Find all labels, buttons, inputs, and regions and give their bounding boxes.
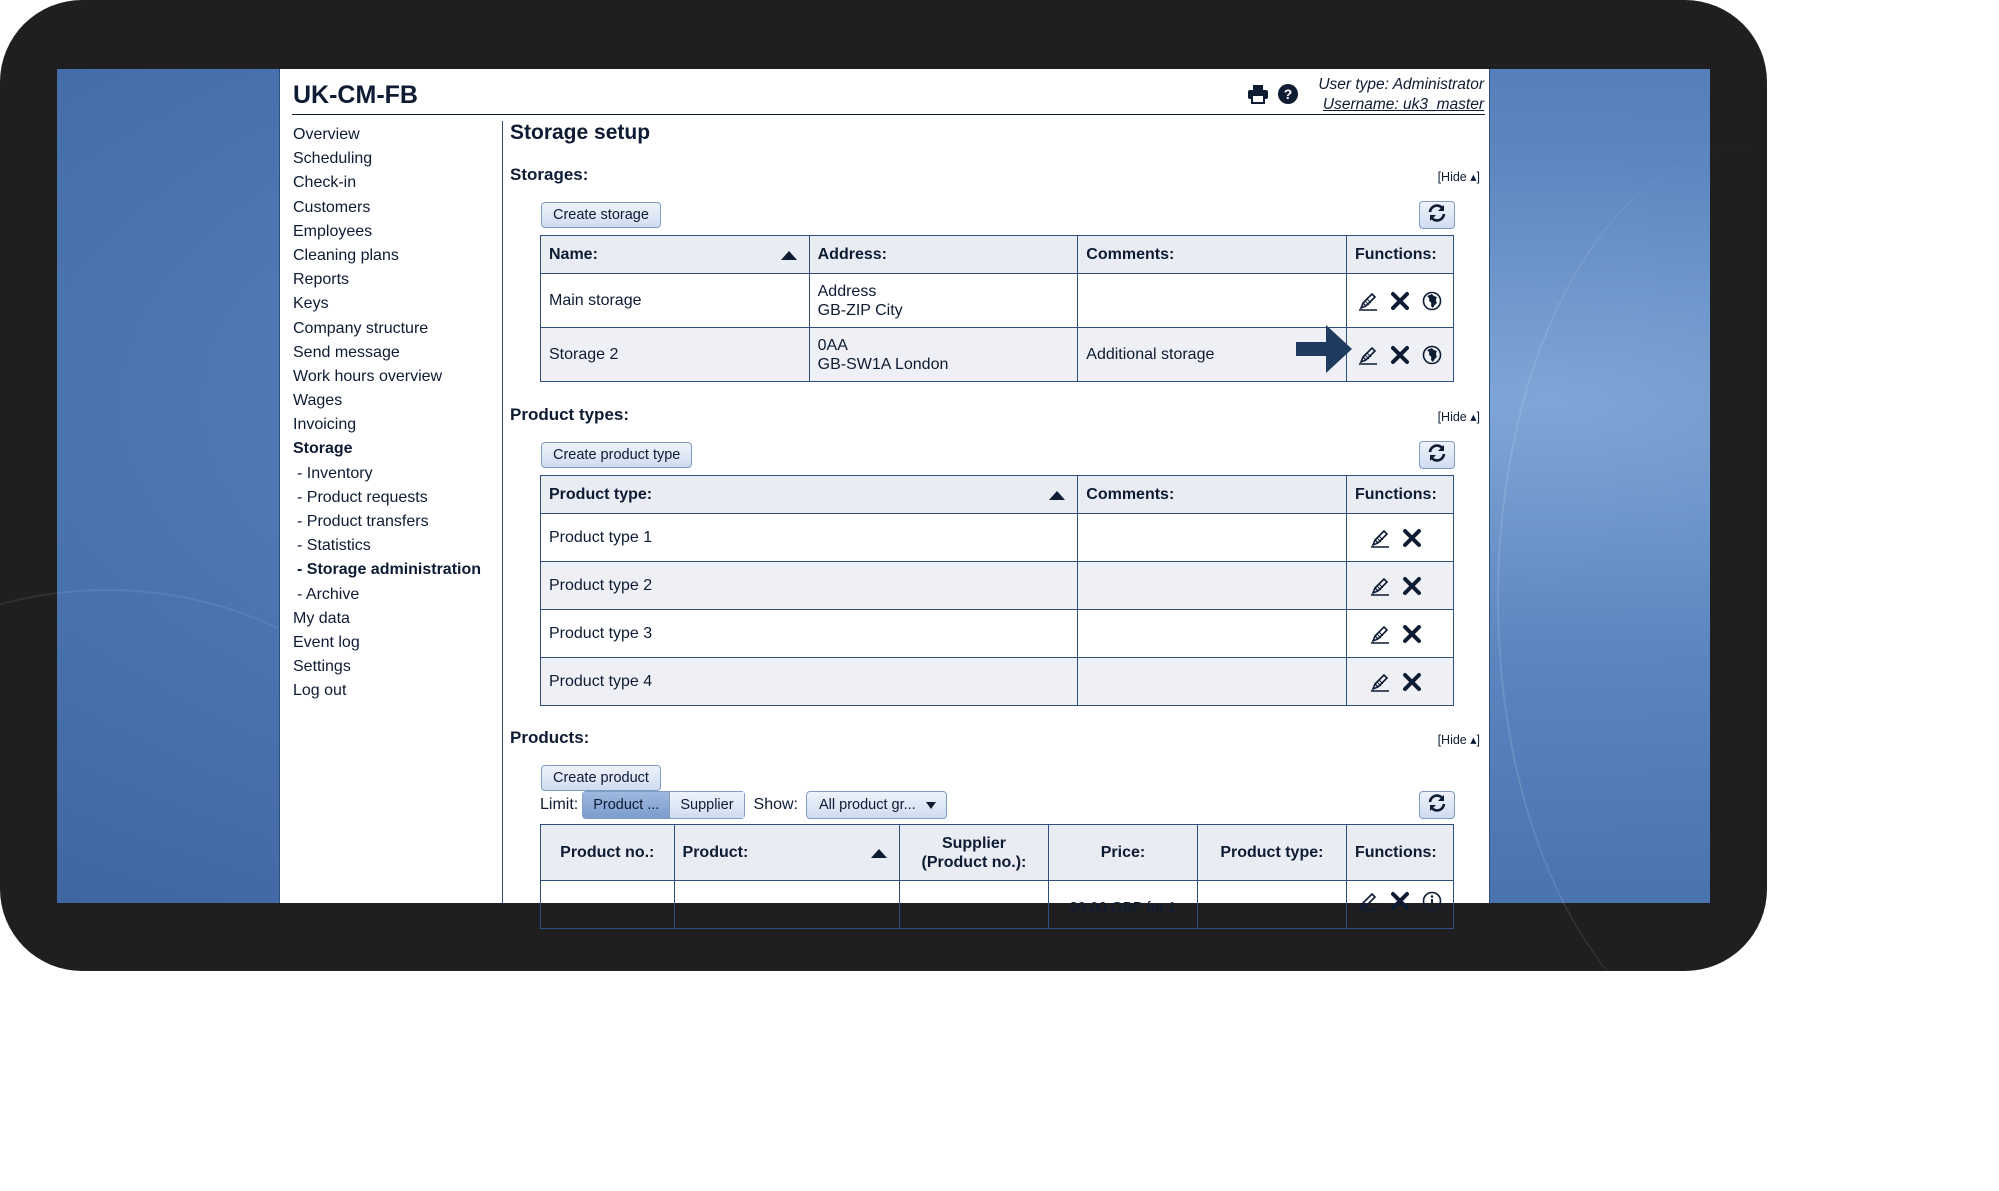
column-header-price: Price: <box>1049 825 1198 881</box>
edit-icon[interactable] <box>1367 622 1393 646</box>
storage-functions <box>1346 328 1453 382</box>
column-header-address: Address: <box>809 236 1078 274</box>
user-info <box>1318 75 1484 115</box>
sidebar-item-work-hours-overview[interactable]: Work hours overview <box>293 367 443 385</box>
sidebar-nav <box>293 123 493 704</box>
edit-icon[interactable] <box>1355 889 1381 913</box>
storages-title: Storages: <box>510 165 589 184</box>
products-title: Products: <box>510 728 590 747</box>
product-type-functions <box>1347 514 1454 562</box>
product-type-name: Product type 3 <box>541 610 1078 658</box>
column-header-product-no: Product no.: <box>541 825 675 881</box>
delete-icon[interactable] <box>1387 343 1413 367</box>
column-header-supplier: Supplier (Product no.): <box>899 825 1048 881</box>
edit-icon[interactable] <box>1355 343 1381 367</box>
sidebar-item-wages[interactable]: Wages <box>293 392 343 410</box>
sidebar-item-cleaning-plans[interactable]: Cleaning plans <box>293 246 399 264</box>
sidebar-item-inventory[interactable]: - Inventory <box>297 464 373 482</box>
edit-icon[interactable] <box>1367 574 1393 598</box>
create-product-button[interactable]: Create product <box>541 765 661 791</box>
product-types-title: Product types: <box>510 405 630 424</box>
column-header-functions: Functions: <box>1346 236 1453 274</box>
storage-name: Main storage <box>541 274 810 328</box>
storage-comments <box>1078 274 1347 328</box>
product-types-table <box>540 475 1454 706</box>
chevron-down-icon <box>926 802 936 809</box>
column-header-comments: Comments: <box>1078 476 1347 514</box>
sidebar-item-product-transfers[interactable]: - Product transfers <box>297 513 429 530</box>
limit-toggle <box>582 791 744 819</box>
product-type <box>1197 881 1346 929</box>
product-type-functions <box>1347 562 1454 610</box>
product-type-comments <box>1078 562 1347 610</box>
sidebar-item-settings[interactable]: Settings <box>293 658 351 676</box>
sidebar-item-product-requests[interactable]: - Product requests <box>297 488 428 506</box>
column-header-product[interactable]: Product: <box>674 825 899 881</box>
refresh-icon <box>1427 204 1447 227</box>
table-row <box>541 514 1454 562</box>
header-divider <box>292 114 1485 115</box>
sidebar-item-scheduling[interactable]: Scheduling <box>293 150 373 168</box>
storage-name: Storage 2 <box>541 328 810 382</box>
product-type-comments <box>1078 658 1347 706</box>
product-type-functions <box>1347 610 1454 658</box>
sidebar-item-employees[interactable]: Employees <box>293 222 373 240</box>
products-filter-row <box>540 792 947 818</box>
create-storage-button[interactable]: Create storage <box>541 202 661 228</box>
storage-functions <box>1346 274 1453 328</box>
edit-icon[interactable] <box>1367 670 1393 694</box>
table-row <box>541 881 1454 929</box>
storage-address: Address GB-ZIP City <box>809 274 1078 328</box>
sidebar-item-statistics[interactable]: - Statistics <box>297 537 371 555</box>
sidebar-item-event-log[interactable]: Event log <box>293 633 360 651</box>
desktop-background <box>57 69 1710 916</box>
app-title: UK-CM-FB <box>293 81 418 109</box>
table-row <box>541 610 1454 658</box>
delete-icon[interactable] <box>1399 526 1425 550</box>
column-header-functions: Functions: <box>1346 825 1453 881</box>
column-header-product-type: Product type: <box>1197 825 1346 881</box>
product-type-comments <box>1078 610 1347 658</box>
content-divider <box>502 121 503 903</box>
products-table <box>540 824 1454 929</box>
edit-icon[interactable] <box>1367 526 1393 550</box>
column-header-name[interactable]: Name: <box>541 236 810 274</box>
product-group-select[interactable]: All product gr... <box>806 791 947 819</box>
storages-refresh-button[interactable] <box>1419 201 1455 229</box>
product-type-name: Product type 2 <box>541 562 1078 610</box>
product-functions <box>1346 881 1453 929</box>
column-header-functions: Functions: <box>1347 476 1454 514</box>
sidebar-item-storage[interactable]: Storage <box>293 440 353 458</box>
column-header-comments: Comments: <box>1078 236 1347 274</box>
delete-icon[interactable] <box>1387 289 1413 313</box>
info-icon[interactable] <box>1419 889 1445 913</box>
refresh-icon <box>1427 794 1447 817</box>
products-refresh-button[interactable] <box>1419 791 1455 819</box>
sidebar-item-invoicing[interactable]: Invoicing <box>293 416 357 434</box>
globe-icon[interactable] <box>1419 289 1445 313</box>
delete-icon[interactable] <box>1399 622 1425 646</box>
storages-hide-link[interactable]: [Hide ▴] <box>1437 170 1480 184</box>
edit-icon[interactable] <box>1355 289 1381 313</box>
sidebar-item-send-message[interactable]: Send message <box>293 343 400 361</box>
background-swoosh <box>1497 149 1999 1049</box>
sidebar-item-my-data[interactable]: My data <box>293 609 350 627</box>
product-type-name: Product type 4 <box>541 658 1078 706</box>
product-price: 20.00 GBP for 1 <box>1049 881 1198 929</box>
sidebar-item-log-out[interactable]: Log out <box>293 682 347 700</box>
product-types-refresh-button[interactable] <box>1419 441 1455 469</box>
username[interactable]: Username: uk3_master <box>1322 96 1484 113</box>
show-label: Show: <box>753 796 798 813</box>
product-types-hide-link[interactable]: [Hide ▴] <box>1437 410 1480 424</box>
create-product-type-button[interactable]: Create product type <box>541 442 692 468</box>
sidebar-item-check-in[interactable]: Check-in <box>293 174 357 192</box>
storage-comments: Additional storage <box>1078 328 1347 382</box>
sidebar-item-keys[interactable]: Keys <box>293 295 329 313</box>
table-row <box>541 562 1454 610</box>
help-icon[interactable] <box>1277 83 1299 105</box>
product-type-name: Product type 1 <box>541 514 1078 562</box>
limit-option-product[interactable]: Product ... <box>583 792 669 818</box>
delete-icon[interactable] <box>1387 889 1413 913</box>
pointer-arrow-icon <box>1296 325 1354 373</box>
refresh-icon <box>1427 444 1447 467</box>
sidebar-item-storage-administration[interactable]: - Storage administration <box>297 561 482 579</box>
page-title: Storage setup <box>510 121 651 144</box>
limit-label: Limit: <box>540 796 579 813</box>
sidebar-item-company-structure[interactable]: Company structure <box>293 319 429 337</box>
sort-ascending-icon <box>871 849 887 858</box>
sidebar-item-archive[interactable]: - Archive <box>297 585 360 603</box>
product-no <box>541 881 675 929</box>
products-hide-link[interactable]: [Hide ▴] <box>1437 733 1480 747</box>
delete-icon[interactable] <box>1399 574 1425 598</box>
browser-page <box>279 69 1490 916</box>
sort-ascending-icon <box>781 251 797 260</box>
product-type-functions <box>1347 658 1454 706</box>
sidebar-item-customers[interactable]: Customers <box>293 198 371 216</box>
product-type-comments <box>1078 514 1347 562</box>
column-header-product-type[interactable]: Product type: <box>541 476 1078 514</box>
globe-icon[interactable] <box>1419 343 1445 367</box>
table-row <box>541 658 1454 706</box>
product-name <box>674 881 899 929</box>
sort-ascending-icon <box>1049 491 1065 500</box>
svg-text:?: ? <box>1283 86 1293 102</box>
product-supplier <box>899 881 1048 929</box>
sidebar-item-reports[interactable]: Reports <box>293 271 350 289</box>
storage-address: 0AA GB-SW1A London <box>809 328 1078 382</box>
sidebar-item-overview[interactable]: Overview <box>293 126 360 143</box>
header-icons <box>1247 83 1299 105</box>
table-row <box>541 274 1454 328</box>
delete-icon[interactable] <box>1399 670 1425 694</box>
print-icon[interactable] <box>1247 83 1269 105</box>
limit-option-supplier[interactable]: Supplier <box>669 792 743 818</box>
user-type: User type: Administrator <box>1318 76 1484 93</box>
